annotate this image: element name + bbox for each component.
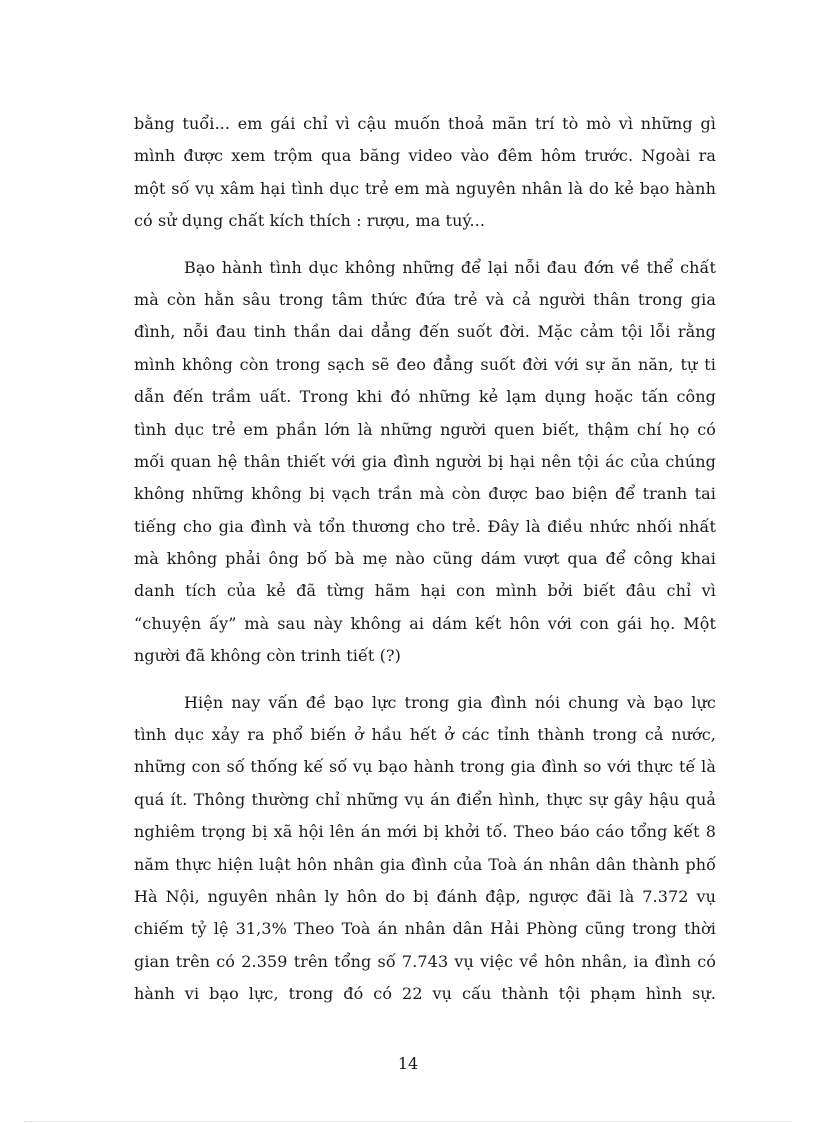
text-line: năm thực hiện luật hôn nhân gia đình của Toà án nhân dân thành phố (134, 854, 716, 874)
text-line: Bạo hành tình dục không những để lại nỗi đau đớn về thể chất (184, 257, 716, 277)
text-line: người đã không còn trinh tiết (?) (134, 646, 401, 666)
paragraph (134, 108, 716, 238)
text-line: có sử dụng chất kích thích : rượu, ma tuý... (134, 211, 486, 231)
text-line: không những không bị vạch trần mà còn được bao biện để tranh tai (134, 484, 716, 504)
text-line: mình không còn trong sạch sẽ đeo đẳng suốt đời với sự ăn năn, tự ti (134, 354, 716, 374)
text-line: chiếm tỷ lệ 31,3% Theo Toà án nhân dân Hải Phòng cũng trong thời (134, 919, 716, 939)
text-line: mình được xem trộm qua băng video vào đêm hôm trước. Ngoài ra (134, 146, 716, 166)
text-line: danh tích của kẻ đã từng hãm hại con mình bởi biết đâu chỉ vì (134, 581, 716, 601)
text-line: tình dục trẻ em phần lớn là những người quen biết, thậm chí họ có (134, 419, 716, 439)
text-line: gian trên có 2.359 trên tổng số 7.743 vụ việc về hôn nhân, ia đình có (134, 951, 716, 971)
text-line: một số vụ xâm hại tình dục trẻ em mà nguyên nhân là do kẻ bạo hành (134, 178, 716, 198)
page-bottom-divider (24, 1121, 792, 1122)
text-line: quá ít. Thông thường chỉ những vụ án điển hình, thực sự gây hậu quả (134, 789, 716, 809)
text-line: Hà Nội, nguyên nhân ly hôn do bị đánh đập, ngược đãi là 7.372 vụ (134, 886, 716, 906)
text-line: mà không phải ông bố bà mẹ nào cũng dám vượt qua để công khai (134, 549, 716, 569)
page-number: 14 (397, 1054, 419, 1073)
text-line: dẫn đến trầm uất. Trong khi đó những kẻ lạm dụng hoặc tấn công (134, 387, 716, 407)
text-line: tiếng cho gia đình và tổn thương cho trẻ. Đây là điều nhức nhối nhất (134, 516, 716, 536)
text-line: Hiện nay vấn đề bạo lực trong gia đình nói chung và bạo lực (184, 692, 716, 712)
paragraph (134, 687, 716, 1011)
text-line: tình dục xảy ra phổ biến ở hầu hết ở các tỉnh thành trong cả nước, (134, 725, 716, 745)
text-line: mà còn hằn sâu trong tâm thức đứa trẻ và cả người thân trong gia (134, 289, 716, 309)
page-body (134, 108, 716, 1025)
text-line: nghiêm trọng bị xã hội lên án mới bị khởi tố. Theo báo cáo tổng kết 8 (134, 822, 716, 842)
paragraph (134, 252, 716, 673)
text-line: “chuyện ấy” mà sau này không ai dám kết hôn với con gái họ. Một (134, 613, 716, 633)
text-line: mối quan hệ thân thiết với gia đình người bị hại nên tội ác của chúng (134, 451, 716, 471)
text-line: đình, nỗi đau tinh thần dai dẳng đến suốt đời. Mặc cảm tội lỗi rằng (134, 322, 716, 342)
text-line: hành vi bạo lực, trong đó có 22 vụ cấu thành tội phạm hình sự. (134, 984, 716, 1004)
text-line: những con số thống kế số vụ bạo hành trong gia đình so với thực tế là (134, 757, 716, 777)
text-line: bằng tuổi... em gái chỉ vì cậu muốn thoả mãn trí tò mò vì những gì (134, 114, 716, 133)
